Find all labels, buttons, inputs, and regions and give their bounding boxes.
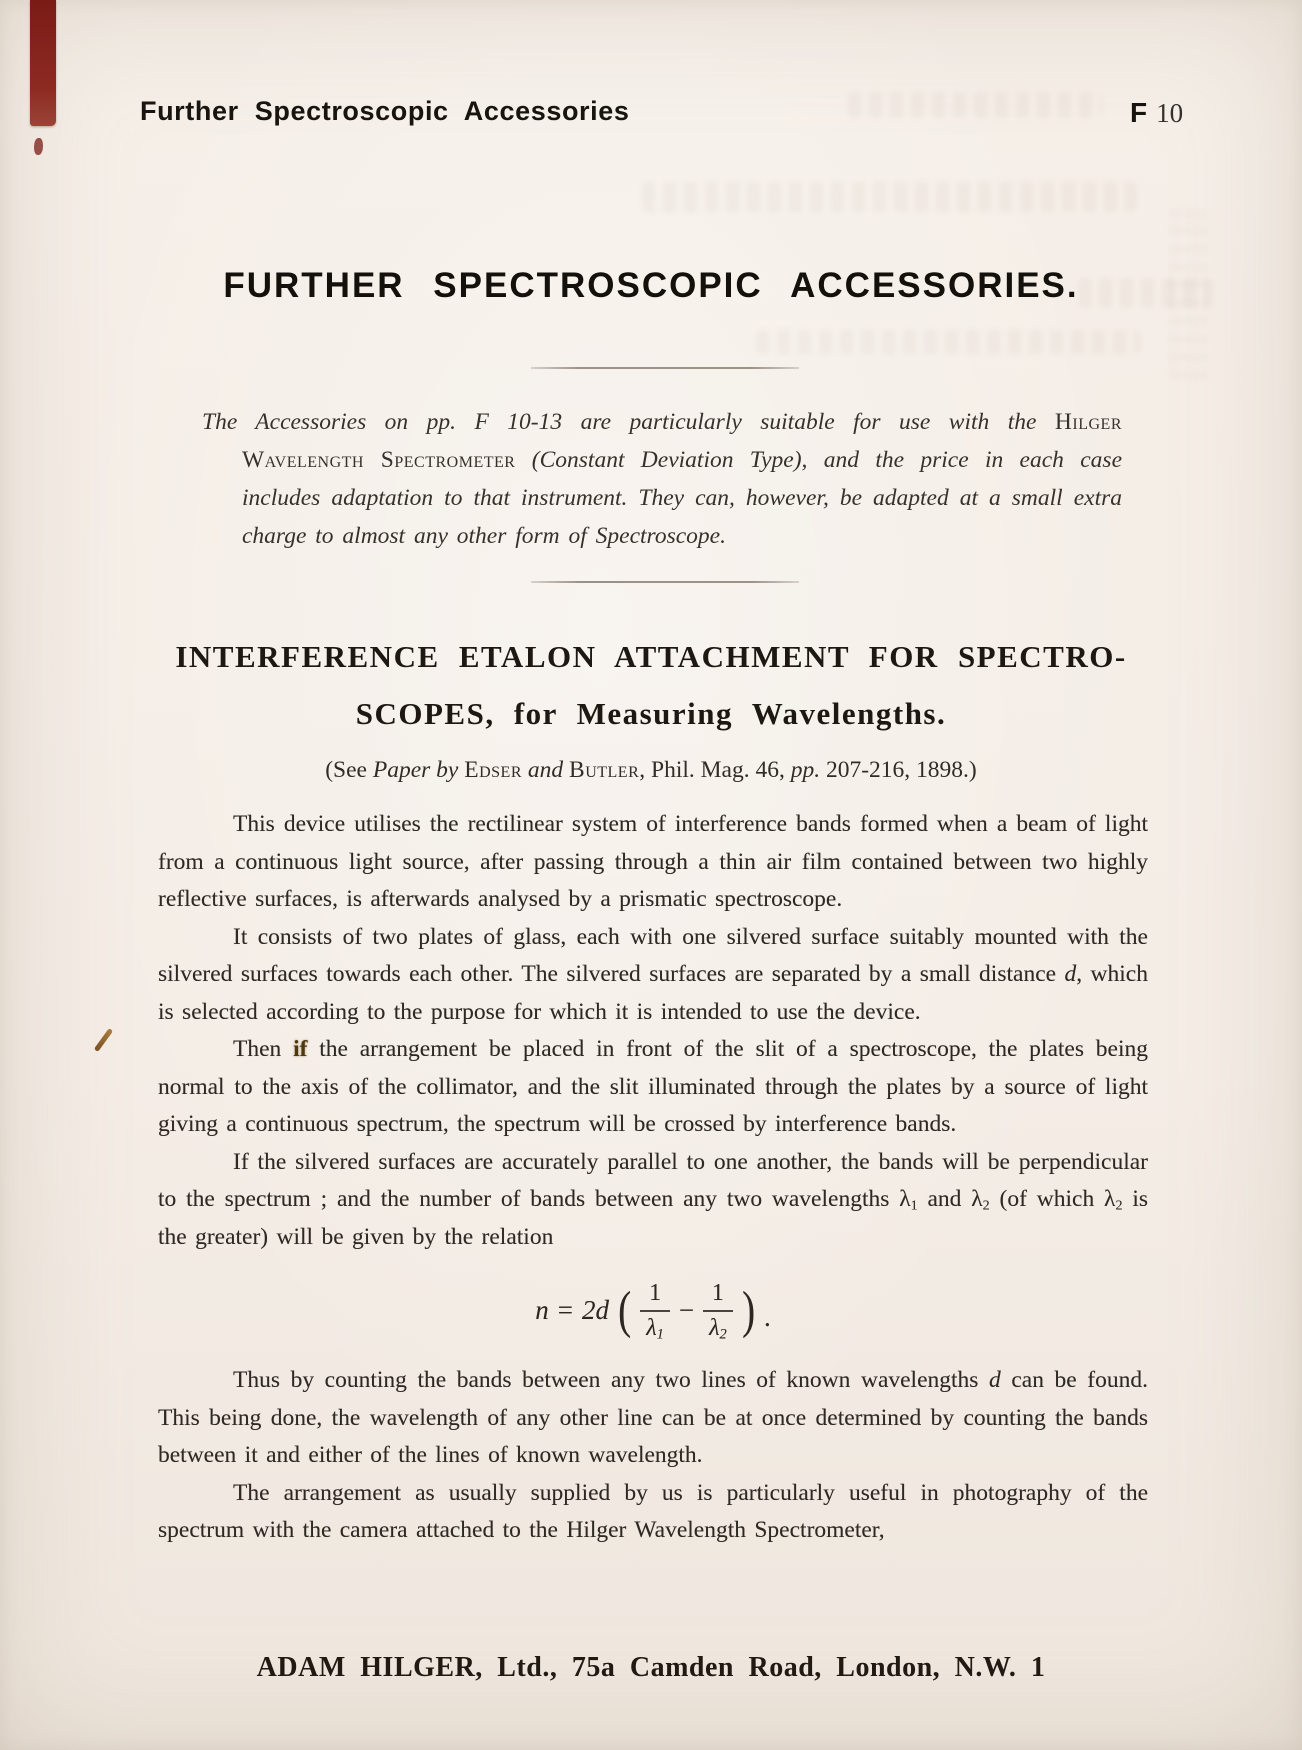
running-header-title: Further Spectroscopic Accessories bbox=[140, 96, 630, 126]
red-binding-speck bbox=[34, 138, 43, 155]
formula-coefficient: 2d bbox=[581, 1295, 609, 1326]
red-binding-mark bbox=[30, 0, 56, 126]
divider-rule-bottom bbox=[531, 581, 799, 583]
section-heading-line2: SCOPES, for Measuring Wavelengths. bbox=[355, 696, 947, 731]
citation-line: (See Paper by Edser and Butler, Phil. Mag. 46, pp. 207-216, 1898.) bbox=[325, 757, 977, 783]
formula-fraction-1: $\frac{1}{\lambda 1}$ bbox=[640, 1281, 670, 1340]
wavelength-formula bbox=[158, 1272, 1148, 1350]
formula-close-paren: ) bbox=[741, 1282, 755, 1339]
ghost-text-smudge bbox=[756, 330, 1141, 354]
body-paragraph: If the silvered surfaces are accurately parallel to one another, the bands will be perpendicular to the spectrum ; and the number of bands between any two wavelengths λ1 and λ2 (of which λ2 is the greater) will be given by the relation bbox=[158, 1148, 1148, 1250]
ghost-text-smudge bbox=[642, 182, 1137, 212]
formula-lhs: n bbox=[535, 1295, 549, 1326]
section-heading-line1: INTERFERENCE ETALON ATTACHMENT FOR SPECTRO- bbox=[175, 639, 1127, 674]
page-number bbox=[1130, 97, 1183, 129]
body-paragraph: Thus by counting the bands between any two lines of known wavelengths d can be found. This being done, the wavelength of any other line can be at once determined by counting the bands between it and either of the lines of known wavelength. bbox=[158, 1367, 1148, 1468]
formula-fraction-2: $\frac{1}{\lambda 2}$ bbox=[703, 1281, 733, 1340]
page-title: FURTHER SPECTROSCOPIC ACCESSORIES. bbox=[223, 266, 1079, 305]
formula-equals: = bbox=[557, 1295, 573, 1326]
body-paragraph: The arrangement as usually supplied by us is particularly useful in photography of the spectrum with the camera attached to the Hilger Wavelength Spectrometer, bbox=[158, 1479, 1148, 1543]
section-heading bbox=[0, 628, 1302, 742]
footer-imprint: ADAM HILGER, Ltd., 75a Camden Road, London, N.W. 1 bbox=[256, 1652, 1046, 1683]
formula-period: . bbox=[764, 1301, 771, 1332]
body-paragraph: It consists of two plates of glass, each with one silvered surface suitably mounted with the silvered surfaces towards each other. The silvered surfaces are separated by a small distance d, which is selected according to the purpose for which it is intended to use the device. bbox=[158, 923, 1148, 1025]
page-number-letter: F bbox=[1130, 97, 1148, 128]
formula-open-paren: ( bbox=[618, 1282, 632, 1339]
margin-ink-mark bbox=[94, 1028, 113, 1052]
body-paragraph: Then if the arrangement be placed in front of the slit of a spectroscope, the plates being normal to the axis of the collimator, and the slit illuminated through the plates by a source of light giving a continuous spectrum, the spectrum will be crossed by interference bands. bbox=[158, 1036, 1148, 1137]
body-text bbox=[158, 806, 1148, 1550]
ghost-text-smudge bbox=[848, 92, 1103, 118]
divider-rule-top bbox=[531, 367, 799, 369]
intro-note: The Accessories on pp. F 10-13 are particularly suitable for use with the Hilger Wavelength Spectrometer (Constant Deviation Type), and the price in each case includes adaptation to that instrument. They can, however, be adapted at a small extra charge to almost any other form of Spectroscope. bbox=[202, 409, 1122, 549]
body-paragraph: This device utilises the rectilinear system of interference bands formed when a beam of light from a continuous light source, after passing through a thin air film contained between two highly reflective surfaces, is afterwards analysed by a prismatic spectroscope. bbox=[158, 811, 1148, 912]
formula-minus: − bbox=[678, 1295, 695, 1326]
page-number-value: 10 bbox=[1156, 98, 1184, 128]
